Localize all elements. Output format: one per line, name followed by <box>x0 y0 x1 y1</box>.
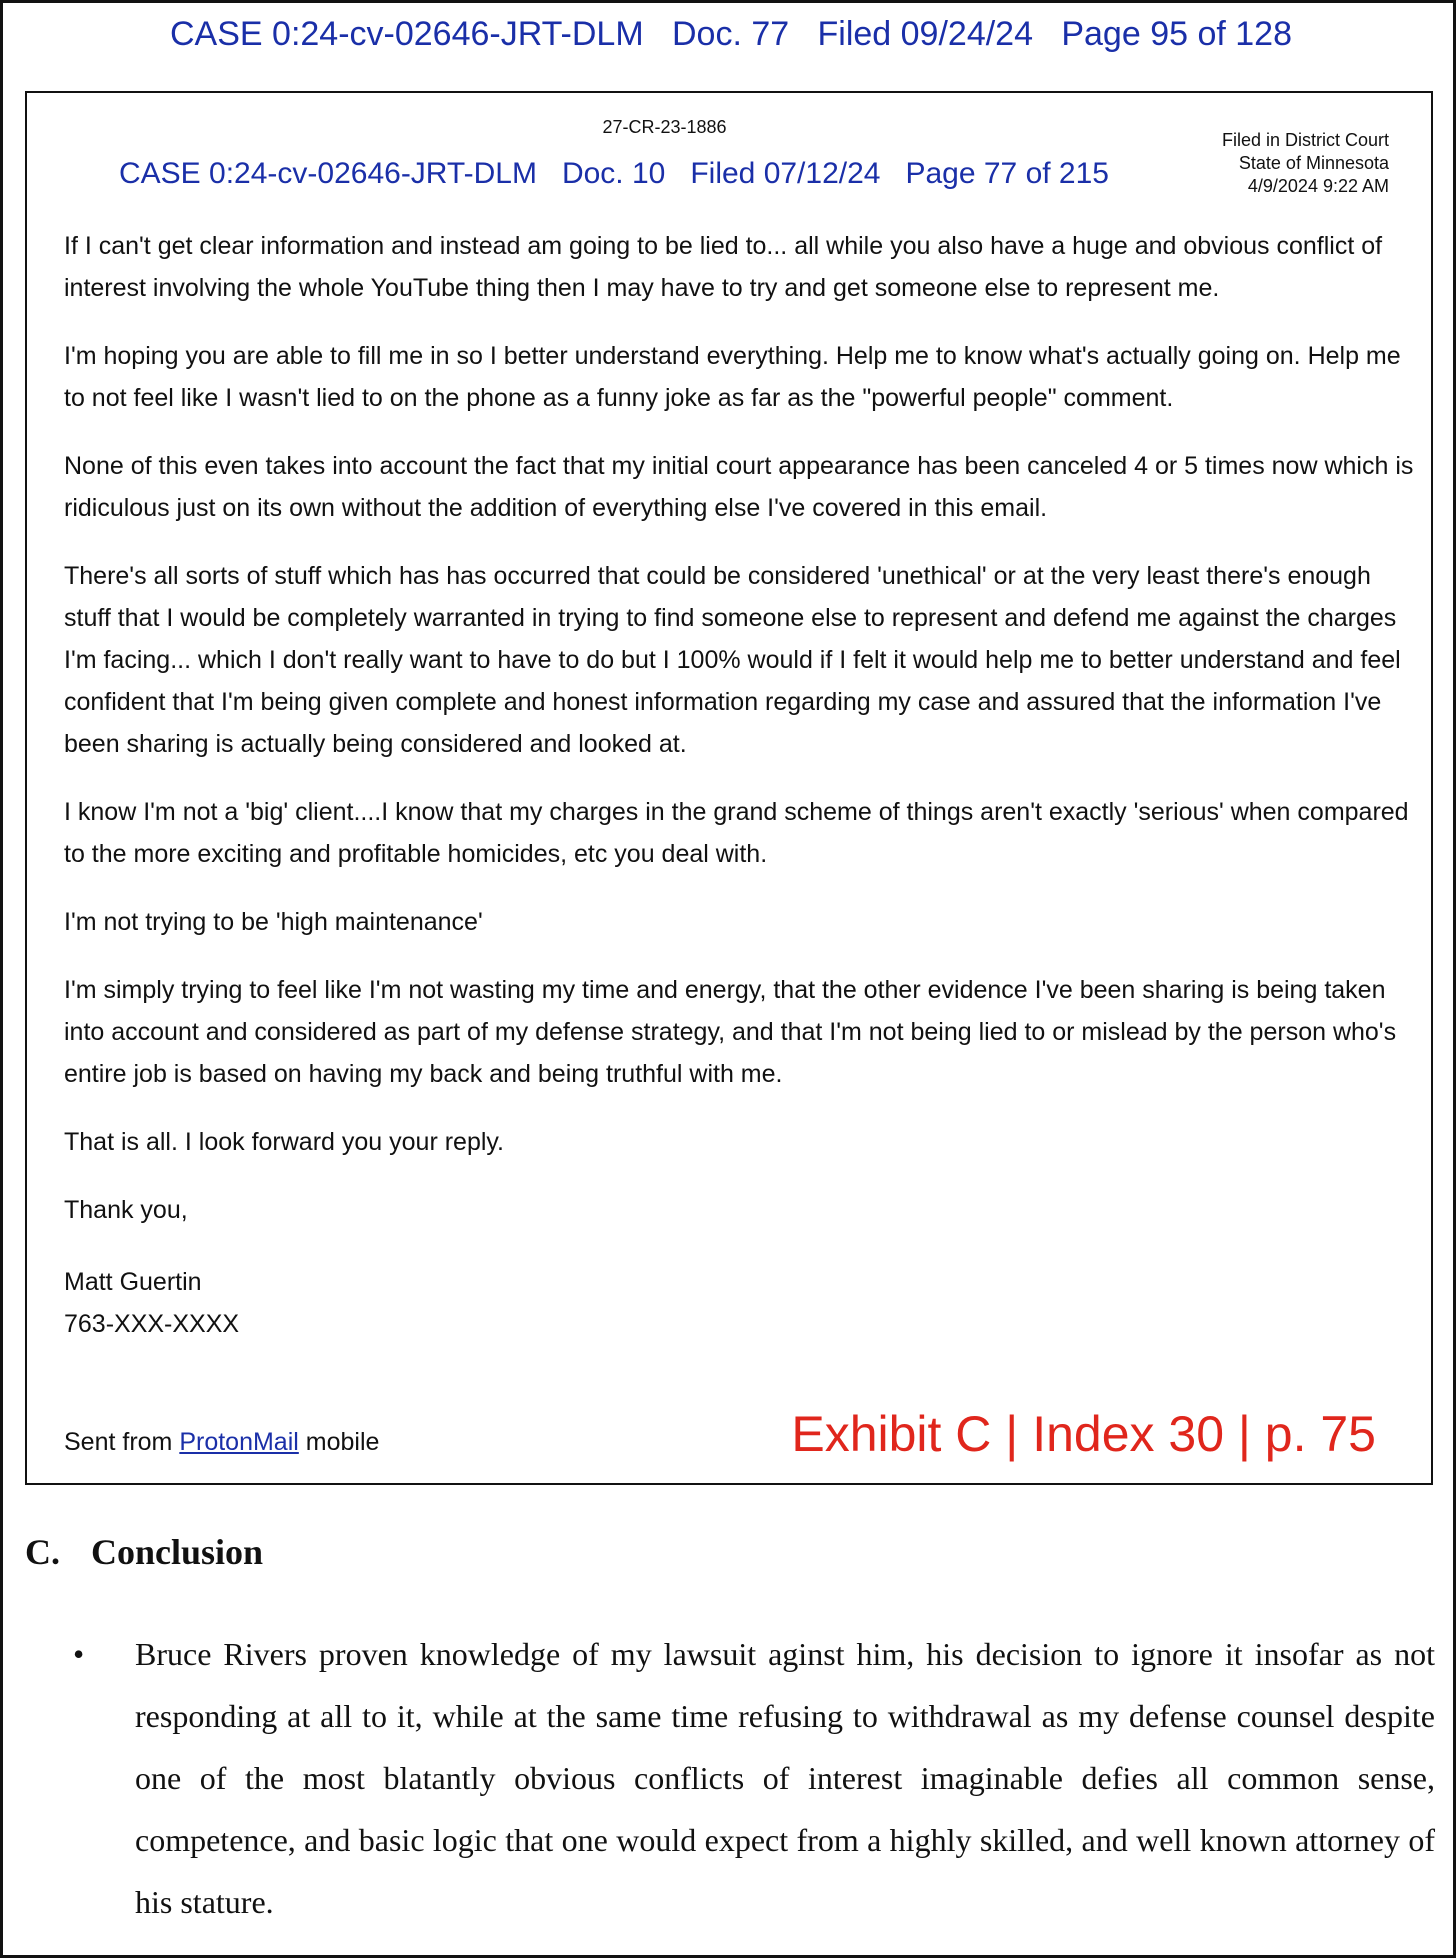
email-paragraph: I'm simply trying to feel like I'm not wasting my time and energy, that the other evidence I've been sharing is being taken into account and considered as part of my defense strategy, and that I'm not being lied to or mislead by the person who's entire job is based on having my back and being truthful with me. <box>64 976 1397 1088</box>
filed-stamp-date: 4/9/2024 9:22 AM <box>1247 176 1389 196</box>
outer-case-header: CASE 0:24-cv-02646-JRT-DLM Doc. 77 Filed 09/24/24 Page 95 of 128 <box>170 15 1292 53</box>
section-number: C. <box>25 1532 60 1572</box>
section-heading <box>25 1531 263 1573</box>
email-paragraph: None of this even takes into account the fact that my initial court appearance has been canceled 4 or 5 times now which is ridiculous just on its own without the addition of everything else I've covered in this email. <box>64 452 1414 522</box>
filed-stamp <box>1222 129 1389 198</box>
email-closing: Thank you, <box>64 1196 188 1224</box>
filed-stamp-line: State of Minnesota <box>1238 153 1389 173</box>
email-paragraph: That is all. I look forward you your reply. <box>64 1128 504 1156</box>
bullet-item: Bruce Rivers proven knowledge of my lawsuit aginst him, his decision to ignore it insofar as not responding at all to it, while at the same time refusing to withdrawal as my defense counsel despite one of the most blatantly obvious conflicts of interest imaginable defies all common sense, competence, and basic logic that one would expect from a highly skilled, and well known attorney of his stature. <box>135 1636 1435 1920</box>
email-paragraph: I know I'm not a 'big' client....I know that my charges in the grand scheme of things aren't exactly 'serious' when compared to the more exciting and profitable homicides, etc you deal with. <box>64 798 1409 868</box>
email-body <box>64 225 1424 1345</box>
filed-stamp-line: Filed in District Court <box>1221 130 1389 150</box>
email-paragraph: There's all sorts of stuff which has has occurred that could be considered 'unethical' or at the very least there's enough stuff that I would be completely warranted in trying to find someone else to represent and defend me against the charges I'm facing... which I don't really want to have to do but I 100% would if I felt it would help me to better understand and feel confident that I'm being given complete and honest information regarding my case and assured that the information I've been sharing is actually being considered and looked at. <box>64 562 1401 758</box>
protonmail-link[interactable]: ProtonMail <box>179 1428 299 1456</box>
email-paragraph: I'm not trying to be 'high maintenance' <box>64 908 483 936</box>
sent-from-prefix: Sent from <box>64 1428 180 1456</box>
signature-name: Matt Guertin <box>64 1268 202 1296</box>
inner-case-header: CASE 0:24-cv-02646-JRT-DLM Doc. 10 Filed 07/12/24 Page 77 of 215 <box>119 157 1109 190</box>
sent-from-suffix: mobile <box>298 1428 380 1456</box>
signature-block <box>64 1261 1424 1345</box>
exhibit-index-label: Exhibit C | Index 30 | p. 75 <box>791 1406 1376 1462</box>
signature-phone: 763-XXX-XXXX <box>64 1310 240 1338</box>
conclusion-bullet-list <box>73 1623 1435 1933</box>
email-paragraph: If I can't get clear information and instead am going to be lied to... all while you also have a huge and obvious conflict of interest involving the whole YouTube thing then I may have to try and get someone else to represent me. <box>64 232 1383 302</box>
section-title: Conclusion <box>91 1532 264 1572</box>
sent-from-line <box>64 1428 379 1457</box>
bullet-icon: • <box>73 1636 85 1672</box>
state-case-number: 27-CR-23-1886 <box>602 117 727 137</box>
exhibit-email-box <box>25 91 1433 1485</box>
email-paragraph: I'm hoping you are able to fill me in so I better understand everything. Help me to know what's actually going on. Help me to not feel like I wasn't lied to on the phone as a funny joke as far as the "powerful people" comment. <box>64 342 1401 412</box>
